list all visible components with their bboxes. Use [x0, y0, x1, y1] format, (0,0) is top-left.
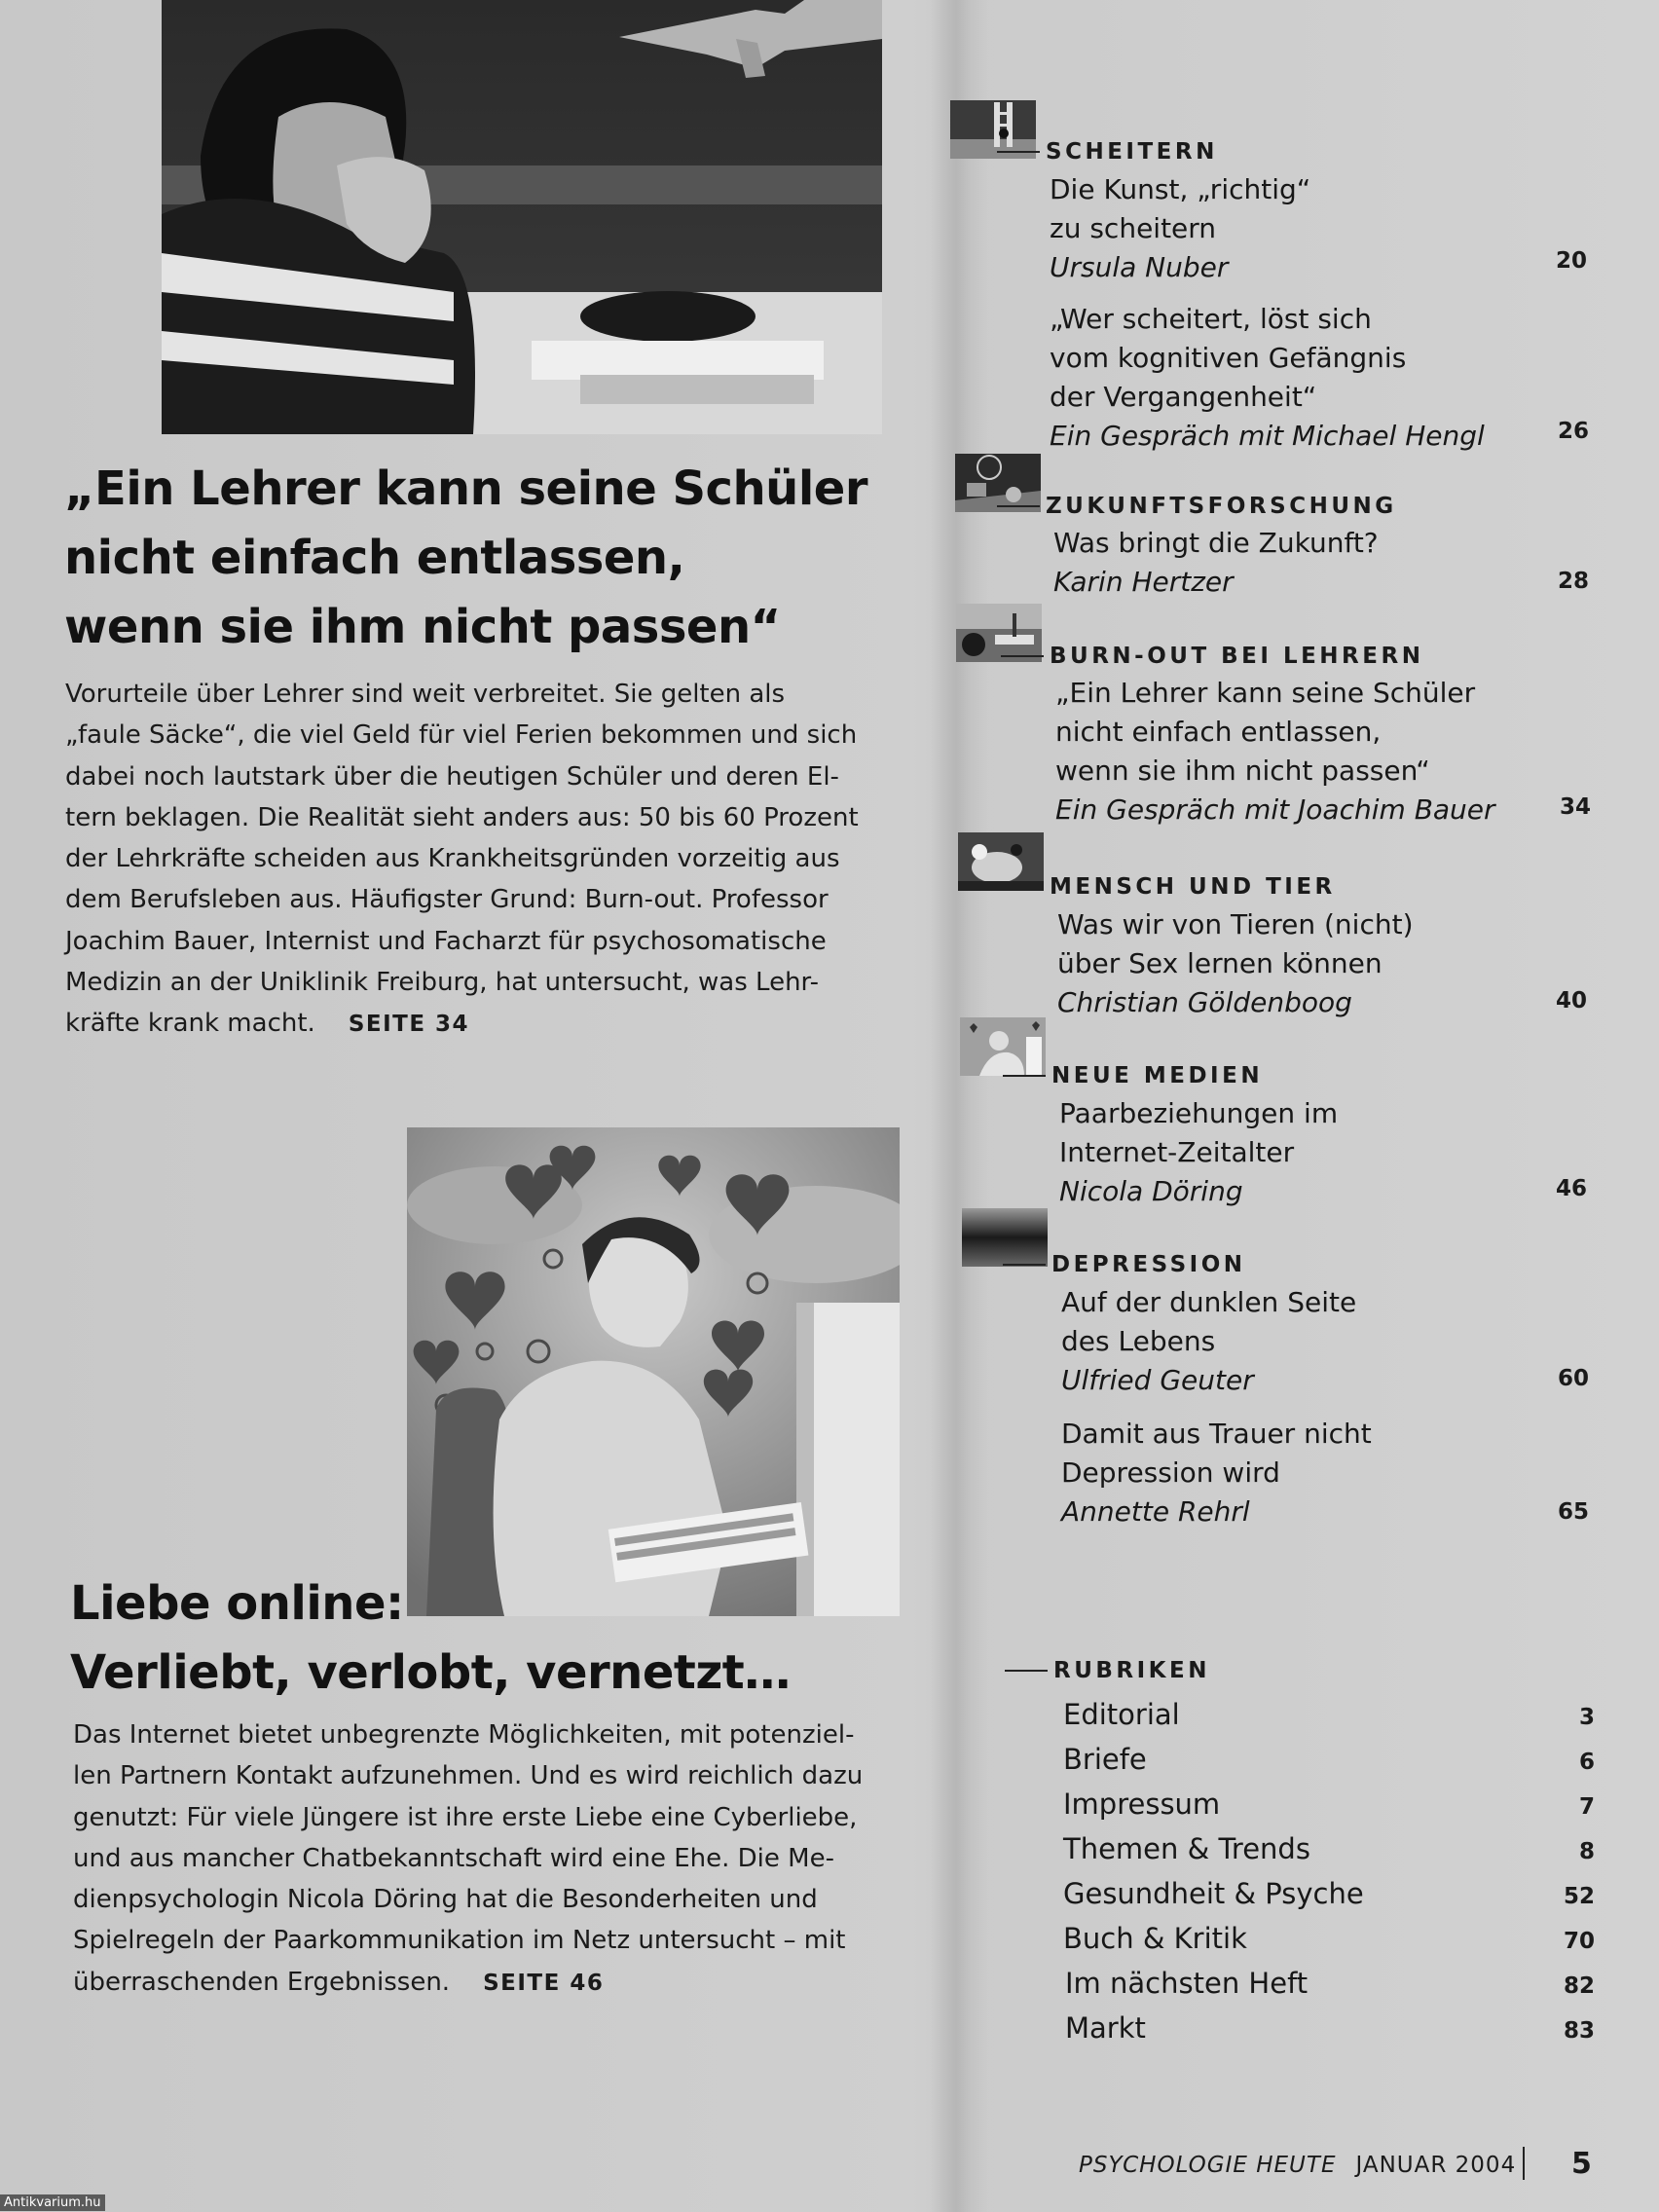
- article2-page-ref: SEITE 46: [483, 1970, 605, 1996]
- toc-entry-dunkle-seite[interactable]: [1061, 1283, 1356, 1400]
- article2-body: [73, 1714, 863, 2004]
- rubrik-themen-trends[interactable]: Themen & Trends: [1063, 1832, 1310, 1865]
- rubrik-markt[interactable]: Markt: [1065, 2011, 1146, 2045]
- toc-entry-title: über Sex lernen können: [1057, 947, 1382, 979]
- toc-page-number: 26: [1557, 419, 1589, 444]
- section-rule: [1003, 1264, 1046, 1266]
- section-label: SCHEITERN: [1046, 139, 1218, 165]
- section-rule: [997, 505, 1040, 507]
- section-label: MENSCH UND TIER: [1050, 874, 1336, 900]
- toc-entry-paarbeziehungen[interactable]: [1059, 1094, 1338, 1211]
- rubrik-impressum[interactable]: Impressum: [1063, 1788, 1221, 1821]
- rubrik-gesundheit-psyche[interactable]: Gesundheit & Psyche: [1063, 1877, 1364, 1910]
- section-header-zukunft: [997, 494, 1397, 519]
- section-label: DEPRESSION: [1051, 1252, 1246, 1277]
- article1-headline-line: nicht einfach entlassen,: [64, 531, 685, 585]
- toc-entry-trauer[interactable]: [1061, 1415, 1372, 1531]
- toc-page-number: 46: [1555, 1176, 1587, 1201]
- toc-page-number: 65: [1557, 1499, 1589, 1525]
- toc-entry-title: Die Kunst, „richtig“: [1050, 173, 1311, 205]
- toc-page-number: 7: [1578, 1794, 1595, 1820]
- table-of-contents: [950, 0, 1622, 2212]
- toc-entry-title: „Ein Lehrer kann seine Schüler: [1055, 677, 1476, 709]
- toc-entry-kunst-scheitern[interactable]: [1050, 170, 1310, 287]
- article1-body-line: dabei noch lautstark über die heutigen Schüler und deren El-: [65, 761, 839, 792]
- toc-entry-author: Christian Göldenboog: [1057, 986, 1352, 1018]
- toc-entry-wer-scheitert[interactable]: [1050, 300, 1485, 456]
- toc-page-number: 52: [1563, 1884, 1595, 1909]
- toc-entry-title: wenn sie ihm nicht passen“: [1055, 755, 1430, 787]
- article2-headline: [70, 1569, 791, 1708]
- article2-body-line: genutzt: Für viele Jüngere ist ihre erste Liebe eine Cyberliebe,: [73, 1802, 858, 1832]
- toc-page-number: 82: [1563, 1973, 1595, 1999]
- toc-page-number: 8: [1578, 1839, 1595, 1864]
- toc-entry-title: „Wer scheitert, löst sich: [1050, 303, 1372, 335]
- article1-headline: [64, 455, 867, 662]
- toc-page-number: 60: [1557, 1366, 1589, 1391]
- article1-body-last: kräfte krank macht.: [65, 1009, 315, 1039]
- toc-entry-author: Nicola Döring: [1059, 1175, 1243, 1207]
- toc-entry-title: vom kognitiven Gefängnis: [1050, 342, 1407, 374]
- article2-body-line: [73, 1962, 863, 2004]
- article2-headline-line: Liebe online:: [70, 1576, 404, 1631]
- toc-page-number: 70: [1563, 1929, 1595, 1954]
- article2-body-line: len Partnern Kontakt aufzunehmen. Und es wird reichlich dazu: [73, 1761, 864, 1791]
- toc-entry-title: Depression wird: [1061, 1456, 1280, 1489]
- section-rule: [997, 151, 1040, 153]
- toc-page-number: 83: [1563, 2018, 1595, 2044]
- rubrik-editorial[interactable]: Editorial: [1063, 1698, 1180, 1731]
- page-footer: [1079, 2147, 1592, 2181]
- article1-body-line: der Lehrkräfte scheiden aus Krankheitsgründen vorzeitig aus: [65, 844, 840, 874]
- page-number: 5: [1571, 2147, 1592, 2181]
- section-header-mensch-tier: [1001, 874, 1336, 900]
- toc-entry-zukunft[interactable]: [1053, 524, 1379, 602]
- toc-entry-title: Internet-Zeitalter: [1059, 1136, 1295, 1168]
- toc-entry-author: Annette Rehrl: [1061, 1495, 1250, 1528]
- rubrik-buch-kritik[interactable]: Buch & Kritik: [1063, 1922, 1247, 1955]
- toc-entry-title: der Vergangenheit“: [1050, 381, 1317, 413]
- toc-entry-title: Was bringt die Zukunft?: [1053, 527, 1379, 559]
- watermark: Antikvarium.hu: [0, 2194, 105, 2211]
- section-rule: [1003, 1075, 1046, 1077]
- section-label: NEUE MEDIEN: [1051, 1063, 1264, 1088]
- issue-date: JANUAR 2004: [1355, 2153, 1517, 2178]
- article2-body-last: überraschenden Ergebnissen.: [73, 1967, 451, 1997]
- section-header-depression: [1003, 1252, 1246, 1277]
- toc-page-number: 40: [1555, 988, 1587, 1014]
- toc-entry-author: Karin Hertzer: [1053, 566, 1234, 598]
- section-header-rubriken: [1005, 1658, 1210, 1683]
- toc-entry-tiere[interactable]: [1057, 905, 1414, 1022]
- article1-body-line: tern beklagen. Die Realität sieht anders aus: 50 bis 60 Prozent: [65, 802, 859, 832]
- article1-body-line: dem Berufsleben aus. Häufigster Grund: Burn-out. Professor: [65, 885, 829, 915]
- section-label: BURN-OUT BEI LEHRERN: [1050, 644, 1424, 669]
- article2-body-line: dienpsychologin Nicola Döring hat die Besonderheiten und: [73, 1885, 818, 1915]
- bleed-through-text-left: [58, 97, 156, 419]
- rubrik-naechstes-heft[interactable]: Im nächsten Heft: [1065, 1967, 1309, 2000]
- toc-page-number: 28: [1557, 569, 1589, 594]
- article1-page-ref: SEITE 34: [348, 1012, 470, 1038]
- article2-body-line: und aus mancher Chatbekanntschaft wird eine Ehe. Die Me-: [73, 1843, 834, 1873]
- rubrik-briefe[interactable]: Briefe: [1063, 1743, 1147, 1776]
- toc-page-number: 6: [1578, 1750, 1595, 1775]
- toc-entry-title: Damit aus Trauer nicht: [1061, 1418, 1372, 1450]
- section-header-burnout: [1001, 644, 1423, 669]
- section-rule: [1001, 886, 1044, 888]
- article1-body-line: Vorurteile über Lehrer sind weit verbreitet. Sie gelten als: [65, 680, 786, 709]
- classroom-photo: [162, 0, 882, 434]
- toc-entry-title: des Lebens: [1061, 1325, 1216, 1357]
- toc-entry-title: Was wir von Tieren (nicht): [1057, 908, 1414, 940]
- toc-entry-author: Ursula Nuber: [1050, 251, 1229, 283]
- section-header-scheitern: [997, 139, 1218, 165]
- section-label: ZUKUNFTSFORSCHUNG: [1046, 494, 1397, 519]
- article2-body-line: Spielregeln der Paarkommunikation im Netz untersucht – mit: [73, 1926, 846, 1956]
- toc-entry-title: Paarbeziehungen im: [1059, 1097, 1339, 1129]
- article2-body-line: Das Internet bietet unbegrenzte Möglichkeiten, mit potenziel-: [73, 1720, 855, 1750]
- article1-body-line: [65, 1003, 859, 1045]
- section-header-neue-medien: [1003, 1063, 1263, 1088]
- toc-entry-title: nicht einfach entlassen,: [1055, 716, 1382, 748]
- toc-entry-lehrer[interactable]: [1055, 674, 1495, 830]
- toc-page-number: 3: [1578, 1705, 1595, 1730]
- section-label: RUBRIKEN: [1053, 1658, 1210, 1683]
- article1-body: [65, 674, 859, 1046]
- section-rule: [1001, 655, 1044, 657]
- article2-headline-line: Verliebt, verlobt, vernetzt…: [70, 1645, 791, 1700]
- article1-headline-line: wenn sie ihm nicht passen“: [64, 600, 781, 654]
- toc-page-number: 20: [1555, 248, 1587, 274]
- magazine-name: PSYCHOLOGIE HEUTE: [1079, 2153, 1337, 2178]
- toc-entry-author: Ein Gespräch mit Michael Hengl: [1050, 420, 1485, 452]
- article1-body-line: Joachim Bauer, Internist und Facharzt für psychosomatische: [65, 926, 827, 956]
- toc-entry-author: Ein Gespräch mit Joachim Bauer: [1055, 793, 1495, 826]
- section-rule: [1005, 1670, 1048, 1672]
- article1-body-line: Medizin an der Uniklinik Freiburg, hat untersucht, was Lehr-: [65, 968, 819, 998]
- article1-body-line: „faule Säcke“, die viel Geld für viel Ferien bekommen und sich: [65, 720, 858, 751]
- toc-entry-title: Auf der dunklen Seite: [1061, 1286, 1357, 1318]
- article1-headline-line: „Ein Lehrer kann seine Schüler: [64, 461, 868, 516]
- footer-divider: [1523, 2147, 1525, 2180]
- online-love-photo: [407, 1127, 900, 1616]
- toc-entry-author: Ulfried Geuter: [1061, 1364, 1254, 1396]
- toc-entry-title: zu scheitern: [1050, 212, 1217, 244]
- toc-page-number: 34: [1559, 794, 1591, 820]
